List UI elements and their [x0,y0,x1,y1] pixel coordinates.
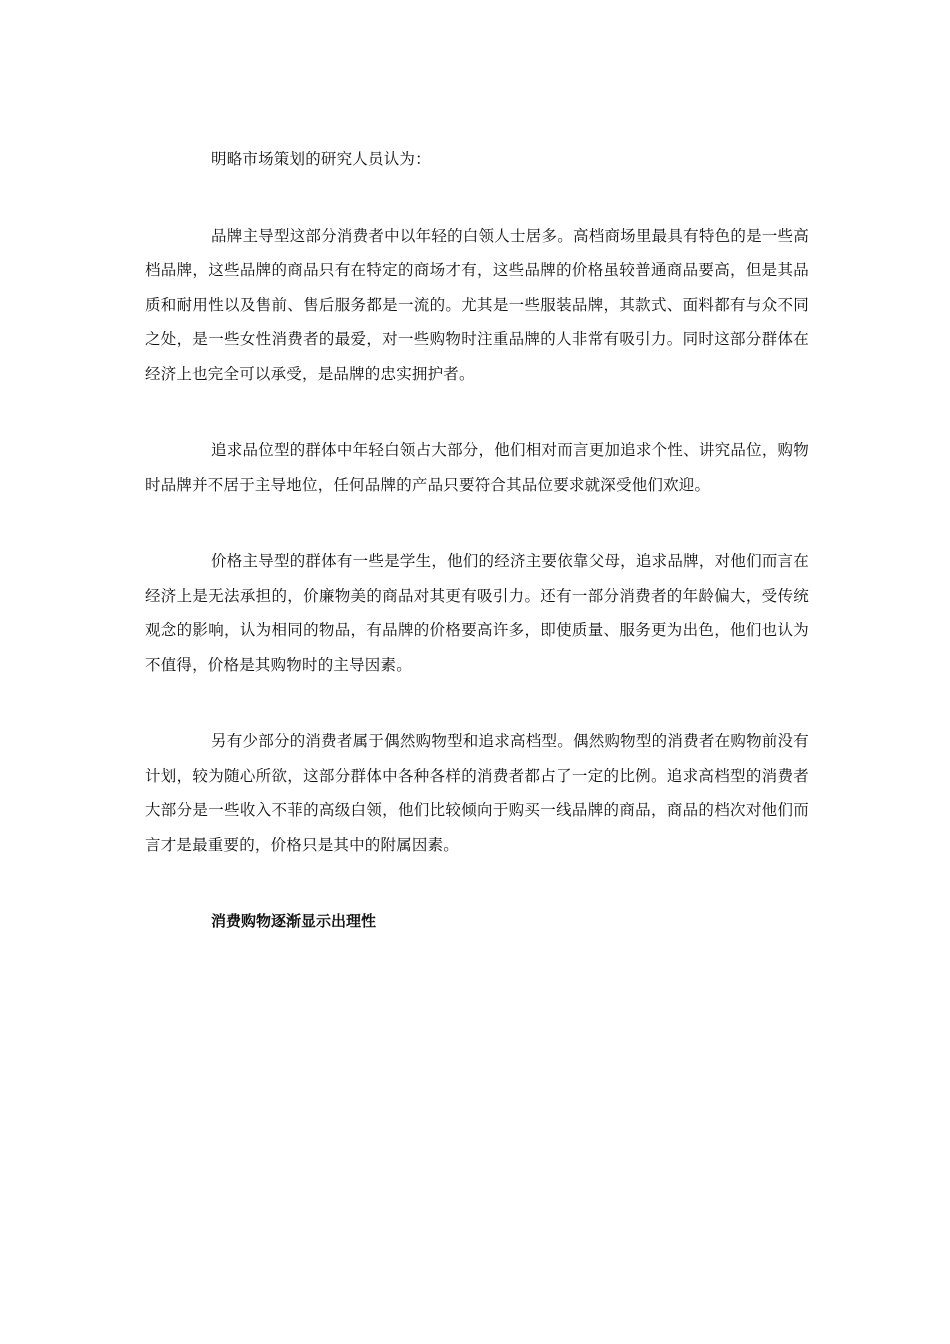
paragraph-taste-oriented: 追求品位型的群体中年轻白领占大部分，他们相对而言更加追求个性、讲究品位，购物时品牌并不居于主导地位，任何品牌的产品只要符合其品位要求就深受他们欢迎。 [145,441,809,494]
paragraph-price-oriented: 价格主导型的群体有一些是学生，他们的经济主要依靠父母，追求品牌，对他们而言在经济上是无法承担的，价廉物美的商品对其更有吸引力。还有一部分消费者的年龄偏大，受传统观念的影响，认为相同的物品，有品牌的价格要高许多，即使质量、服务更为出色，他们也认为不值得，价格是其购物时的主导因素。 [145,552,809,674]
document-body [145,142,809,938]
section-heading: 消费购物逐渐显示出理性 [211,912,377,930]
paragraph-brand-oriented: 品牌主导型这部分消费者中以年轻的白领人士居多。高档商场里最具有特色的是一些高档品牌，这些品牌的商品只有在特定的商场才有，这些品牌的价格虽较普通商品要高，但是其品质和耐用性以及售前、售后服务都是一流的。尤其是一些服装品牌，其款式、面料都有与众不同之处，是一些女性消费者的最爱，对一些购物时注重品牌的人非常有吸引力。同时这部分群体在经济上也完全可以承受，是品牌的忠实拥护者。 [145,226,809,383]
intro-line: 明略市场策划的研究人员认为： [211,150,431,168]
paragraph-occasional-highend: 另有少部分的消费者属于偶然购物型和追求高档型。偶然购物型的消费者在购物前没有计划，较为随心所欲，这部分群体中各种各样的消费者都占了一定的比例。追求高档型的消费者大部分是一些收入不菲的高级白领，他们比较倾向于购买一线品牌的商品，商品的档次对他们而言才是最重要的，价格只是其中的附属因素。 [145,732,809,854]
